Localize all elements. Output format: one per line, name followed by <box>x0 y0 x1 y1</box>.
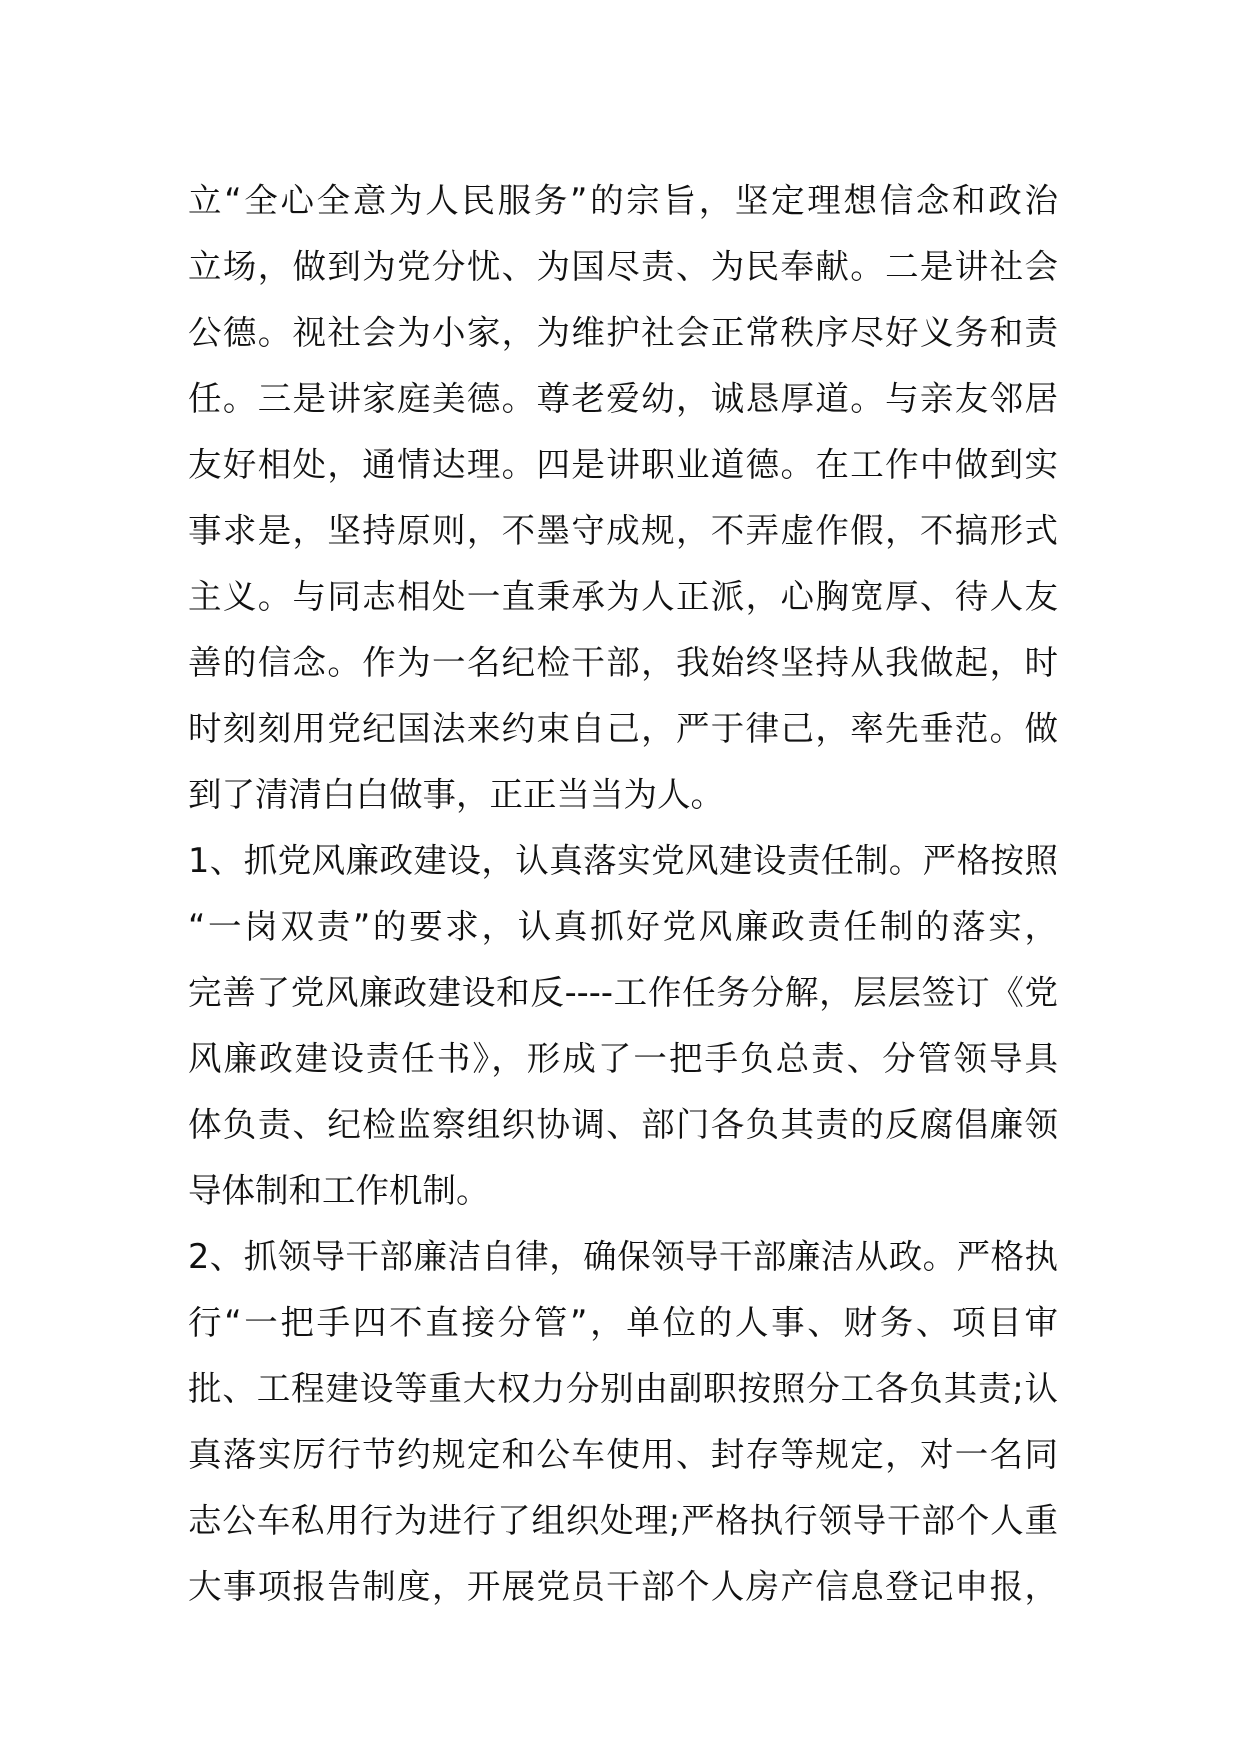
text-line: 大事项报告制度，开展党员干部个人房产信息登记申报， <box>188 1567 1058 1606</box>
text-line: 主义。与同志相处一直秉承为人正派，心胸宽厚、待人友 <box>188 577 1058 616</box>
text-line: 友好相处，通情达理。四是讲职业道德。在工作中做到实 <box>188 445 1058 484</box>
text-line: 风廉政建设责任书》，形成了一把手负总责、分管领导具 <box>188 1039 1058 1078</box>
text-line: 时刻刻用党纪国法来约束自己，严于律己，率先垂范。做 <box>188 709 1058 748</box>
text-line: 1、抓党风廉政建设，认真落实党风建设责任制。严格按照 <box>188 841 1058 880</box>
text-line: 到了清清白白做事，正正当当为人。 <box>188 775 724 814</box>
text-line: 导体制和工作机制。 <box>188 1171 490 1210</box>
text-line: 真落实厉行节约规定和公车使用、封存等规定，对一名同 <box>188 1435 1058 1474</box>
text-line: 体负责、纪检监察组织协调、部门各负其责的反腐倡廉领 <box>188 1105 1058 1144</box>
text-line: “一岗双责”的要求，认真抓好党风廉政责任制的落实， <box>188 907 1058 946</box>
document-body <box>188 168 1058 1620</box>
text-line: 批、工程建设等重大权力分别由副职按照分工各负其责;认 <box>188 1369 1058 1408</box>
text-line: 2、抓领导干部廉洁自律，确保领导干部廉洁从政。严格执 <box>188 1237 1058 1276</box>
text-line: 立“全心全意为人民服务”的宗旨，坚定理想信念和政治 <box>188 181 1058 220</box>
text-line: 任。三是讲家庭美德。尊老爱幼，诚恳厚道。与亲友邻居 <box>188 379 1058 418</box>
text-line: 行“一把手四不直接分管”，单位的人事、财务、项目审 <box>188 1303 1058 1342</box>
text-line: 完善了党风廉政建设和反----工作任务分解，层层签订《党 <box>188 973 1058 1012</box>
text-line: 善的信念。作为一名纪检干部，我始终坚持从我做起，时 <box>188 643 1058 682</box>
text-line: 立场，做到为党分忧、为国尽责、为民奉献。二是讲社会 <box>188 247 1058 286</box>
text-line: 志公车私用行为进行了组织处理;严格执行领导干部个人重 <box>188 1501 1058 1540</box>
text-line: 公德。视社会为小家，为维护社会正常秩序尽好义务和责 <box>188 313 1058 352</box>
text-line: 事求是，坚持原则，不墨守成规，不弄虚作假，不搞形式 <box>188 511 1058 550</box>
